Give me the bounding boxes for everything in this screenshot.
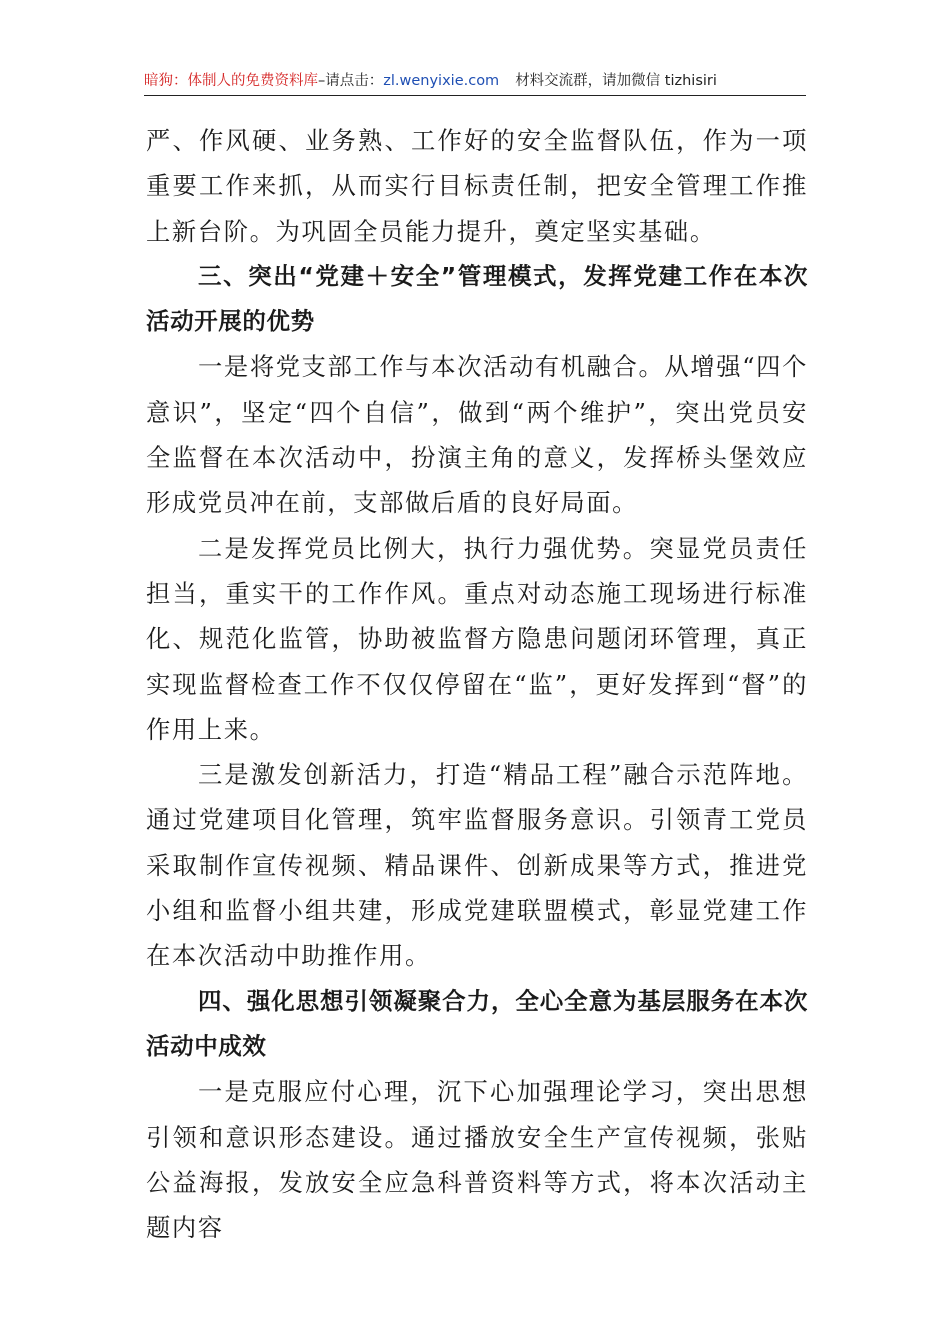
section-heading-three: 三、突出“党建＋安全”管理模式，发挥党建工作在本次活动开展的优势	[146, 261, 808, 336]
paragraph-continued: 严、作风硬、业务熟、工作好的安全监督队伍，作为一项重要工作来抓，从而实行目标责任制，把安全管理工作推上新台阶。为巩固全员能力提升，奠定坚实基础。	[146, 126, 808, 246]
paragraph-section-four-point-one: 一是克服应付心理，沉下心加强理论学习，突出思想引领和意识形态建设。通过播放安全生产宣传视频，张贴公益海报，发放安全应急科普资料等方式，将本次活动主题内容	[146, 1077, 808, 1243]
paragraph-point-three: 三是激发创新活力，打造“精品工程”融合示范阵地。通过党建项目化管理，筑牢监督服务意识。引领青工党员采取制作宣传视频、精品课件、创新成果等方式，推进党小组和监督小组共建，形成党建联盟模式，彰显党建工作在本次活动中助推作用。	[146, 760, 808, 971]
section-heading-four: 四、强化思想引领凝聚合力，全心全意为基层服务在本次活动中成效	[146, 986, 808, 1060]
header-link[interactable]: zl.wenyixie.com	[383, 73, 500, 89]
page-header	[144, 70, 806, 96]
document-body	[146, 118, 808, 1250]
header-brand: 暗狗：体制人的免费资料库	[144, 73, 318, 89]
paragraph-point-two: 二是发挥党员比例大，执行力强优势。突显党员责任担当，重实干的工作作风。重点对动态施工现场进行标准化、规范化监管，协助被监督方隐患问题闭环管理，真正实现监督检查工作不仅仅停留在“监”，更好发挥到“督”的作用上来。	[146, 533, 808, 744]
header-prompt: –请点击：	[318, 73, 384, 89]
header-note: 材料交流群，请加微信 tizhisiri	[515, 73, 717, 89]
header-divider	[144, 95, 806, 96]
paragraph-point-one: 一是将党支部工作与本次活动有机融合。从增强“四个意识”，坚定“四个自信”，做到“两个维护”，突出党员安全监督在本次活动中，扮演主角的意义，发挥桥头堡效应形成党员冲在前，支部做后盾的良好局面。	[146, 352, 808, 518]
